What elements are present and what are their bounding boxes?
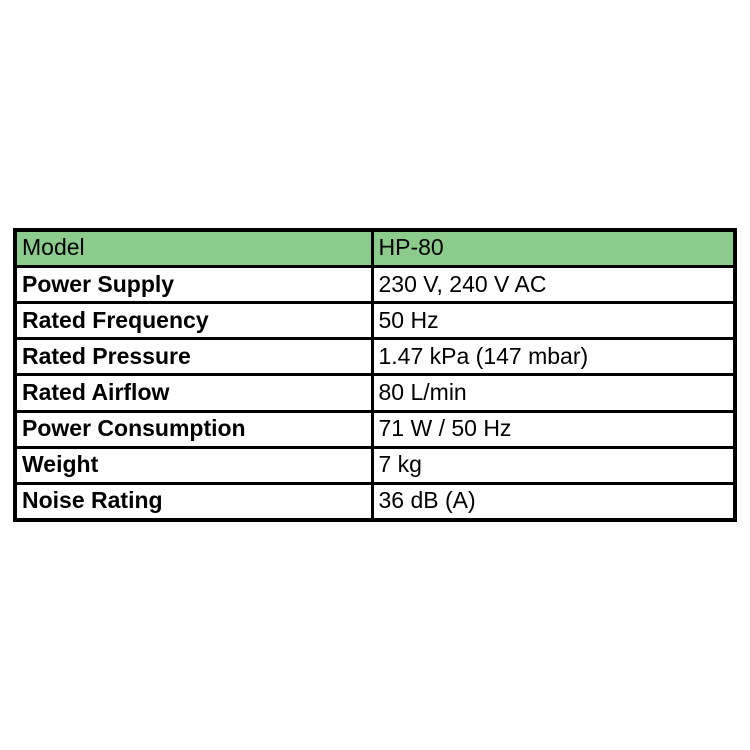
spec-label-cell: Noise Rating xyxy=(15,483,372,520)
table-row xyxy=(15,339,735,375)
spec-label-cell: Rated Pressure xyxy=(15,339,372,375)
table-row xyxy=(15,267,735,303)
spec-value-cell: 36 dB (A) xyxy=(372,483,735,520)
spec-label-cell: Weight xyxy=(15,447,372,483)
table-row xyxy=(15,483,735,520)
spec-value-cell: 7 kg xyxy=(372,447,735,483)
spec-value-cell: 80 L/min xyxy=(372,375,735,411)
spec-header-label-cell: Model xyxy=(15,230,372,267)
spec-label-cell: Power Consumption xyxy=(15,411,372,447)
spec-table xyxy=(13,228,737,522)
spec-label-cell: Power Supply xyxy=(15,267,372,303)
spec-label-cell: Rated Airflow xyxy=(15,375,372,411)
spec-value-cell: 71 W / 50 Hz xyxy=(372,411,735,447)
table-row xyxy=(15,375,735,411)
table-row xyxy=(15,447,735,483)
spec-label-cell: Rated Frequency xyxy=(15,303,372,339)
spec-value-cell: 50 Hz xyxy=(372,303,735,339)
table-row xyxy=(15,411,735,447)
table-row xyxy=(15,303,735,339)
spec-header-value-cell: HP-80 xyxy=(372,230,735,267)
spec-value-cell: 230 V, 240 V AC xyxy=(372,267,735,303)
spec-value-cell: 1.47 kPa (147 mbar) xyxy=(372,339,735,375)
spec-header-row xyxy=(15,230,735,267)
